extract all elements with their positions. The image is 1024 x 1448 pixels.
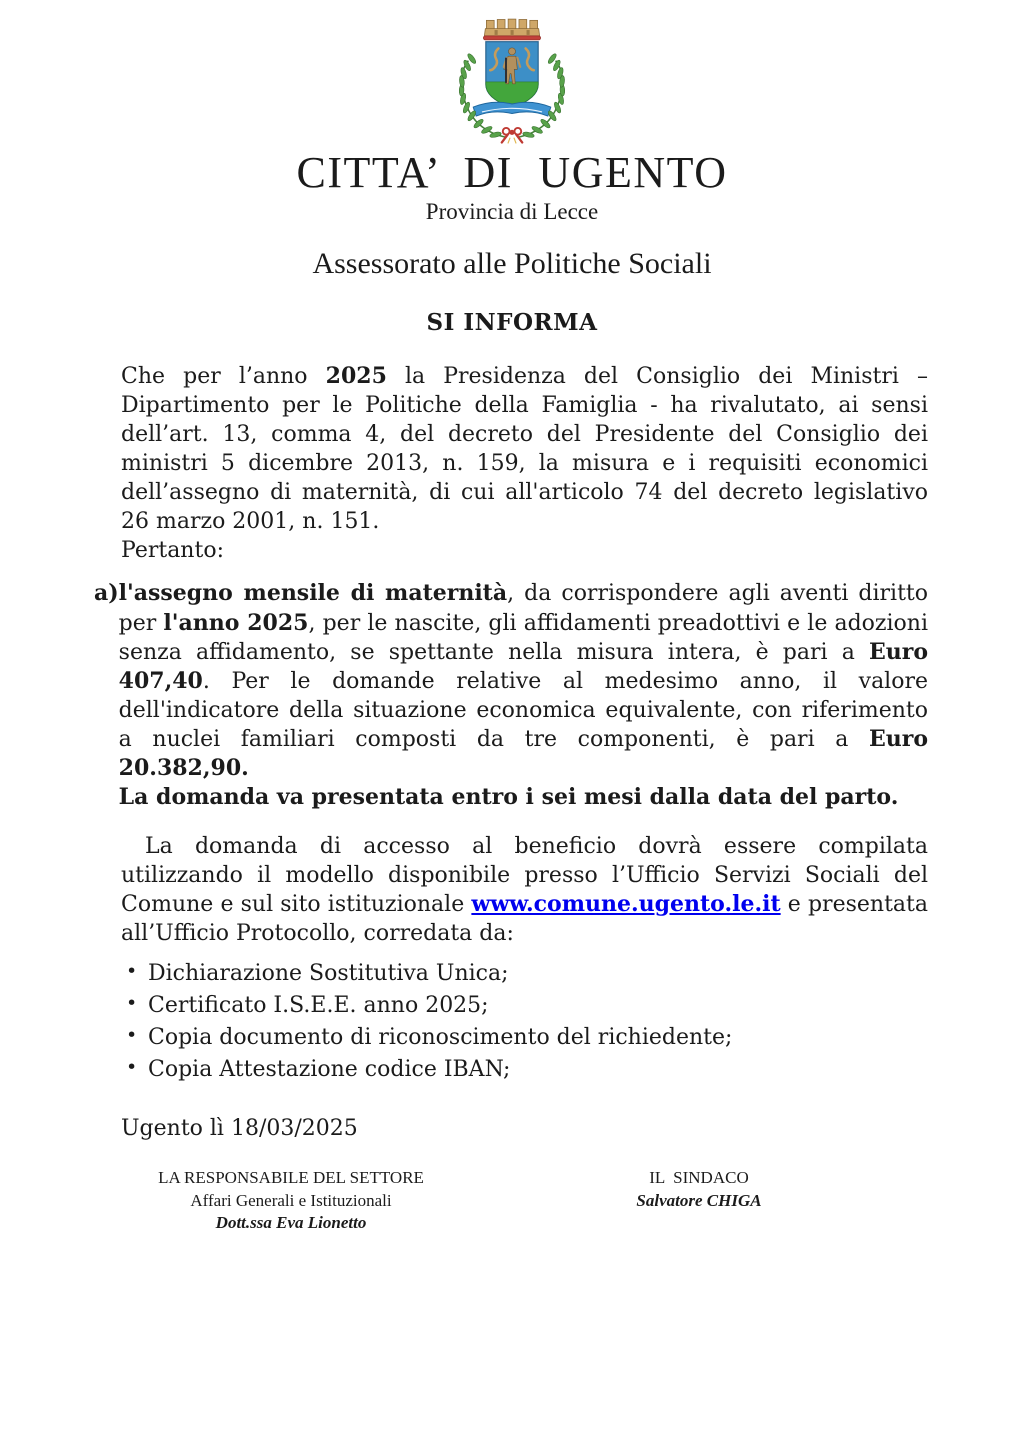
signature-name: Salvatore CHIGA	[636, 1190, 762, 1210]
amount-bold: Euro 407,40	[118, 638, 928, 694]
item-a-text: , da corrispondere agli aventi diritto per	[118, 581, 929, 636]
item-a-text-2: , per le nascite, gli affidamenti preadottivi e le adozioni senza affidamento, se spettante nella misura intera, è pari a	[118, 610, 928, 665]
list-item	[121, 1023, 928, 1052]
item-a-body	[119, 579, 928, 811]
intro-paragraph	[121, 362, 928, 536]
masthead	[0, 0, 1024, 336]
bullet-icon: •	[126, 1055, 138, 1078]
year-bold: l'anno 2025	[163, 609, 309, 636]
application-text-cont: e presentata all’Ufficio Protocollo, corredata da:	[121, 891, 928, 946]
item-a-marker: a)	[94, 580, 119, 607]
bullet-icon: •	[126, 959, 138, 982]
application-text: La domanda di accesso al beneficio dovrà essere compilata utilizzando il modello disponibile presso l’Ufficio Servizi Sociali del Comune e sul sito istituzionale	[121, 833, 928, 917]
dateline: Ugento lì 18/03/2025	[121, 1115, 358, 1141]
list-item	[121, 1055, 928, 1084]
item-a	[94, 579, 928, 811]
signature-sindaco	[599, 1167, 799, 1212]
list-item	[121, 991, 928, 1020]
deadline-notice: La domanda va presentata entro i sei mesi dalla data del parto.	[118, 783, 899, 810]
city-title: CITTA’ DI UGENTO	[296, 148, 728, 197]
attachments-list	[121, 959, 928, 1084]
department-title: Assessorato alle Politiche Sociali	[312, 247, 712, 281]
intro-year-bold: 2025	[325, 363, 387, 390]
intro-text: Che per l’anno	[121, 364, 326, 390]
province-subtitle: Provincia di Lecce	[425, 199, 599, 225]
bullet-icon: •	[126, 991, 138, 1014]
application-paragraph	[121, 832, 928, 948]
signature-responsabile	[155, 1167, 427, 1235]
signature-office: Affari Generali e Istituzionali	[190, 1190, 392, 1210]
attachment-label: Certificato I.S.E.E. anno 2025;	[148, 992, 489, 1018]
ugento-coat-of-arms-icon	[0, 14, 1024, 144]
ribbon-bow-icon	[502, 128, 522, 144]
notice-heading: SI INFORMA	[426, 309, 598, 337]
attachment-label: Copia documento di riconoscimento del richiedente;	[148, 1024, 733, 1050]
item-a-text-3: . Per le domande relative al medesimo anno, il valore dell'indicatore della situazione economica equivalente, con riferimento a nuclei familiari composti da tre componenti, è pari a	[118, 668, 928, 752]
pertanto-line: Pertanto:	[121, 538, 224, 564]
attachment-label: Copia Attestazione codice IBAN;	[148, 1056, 511, 1082]
attachment-label: Dichiarazione Sostitutiva Unica;	[148, 960, 509, 986]
allowance-name-bold: l'assegno mensile di maternità	[118, 580, 508, 607]
list-item	[121, 959, 928, 988]
comune-website-link[interactable]: www.comune.ugento.le.it	[471, 890, 781, 917]
isee-amount-bold: Euro 20.382,90.	[118, 725, 928, 781]
signature-title: LA RESPONSABILE DEL SETTORE	[158, 1168, 424, 1188]
item-a-paragraph	[119, 579, 928, 782]
signature-name: Dott.ssa Eva Lionetto	[215, 1213, 367, 1233]
signature-block	[121, 1167, 928, 1267]
bullet-icon: •	[126, 1023, 138, 1046]
intro-text-cont: la Presidenza del Consiglio dei Ministri – Dipartimento per le Politiche della Famiglia - ha rivalutato, ai sensi dell’art. 13, comma 4, del decreto del Presidente del Consiglio dei ministri 5 dicembre 2013, n. 159, la misura e i requisiti economici dell’assegno di maternità, di cui all'articolo 74 del decreto legislativo 26 marzo 2001, n. 151.	[121, 364, 928, 535]
signature-title: IL SINDACO	[649, 1168, 749, 1188]
document-body	[94, 362, 929, 1267]
